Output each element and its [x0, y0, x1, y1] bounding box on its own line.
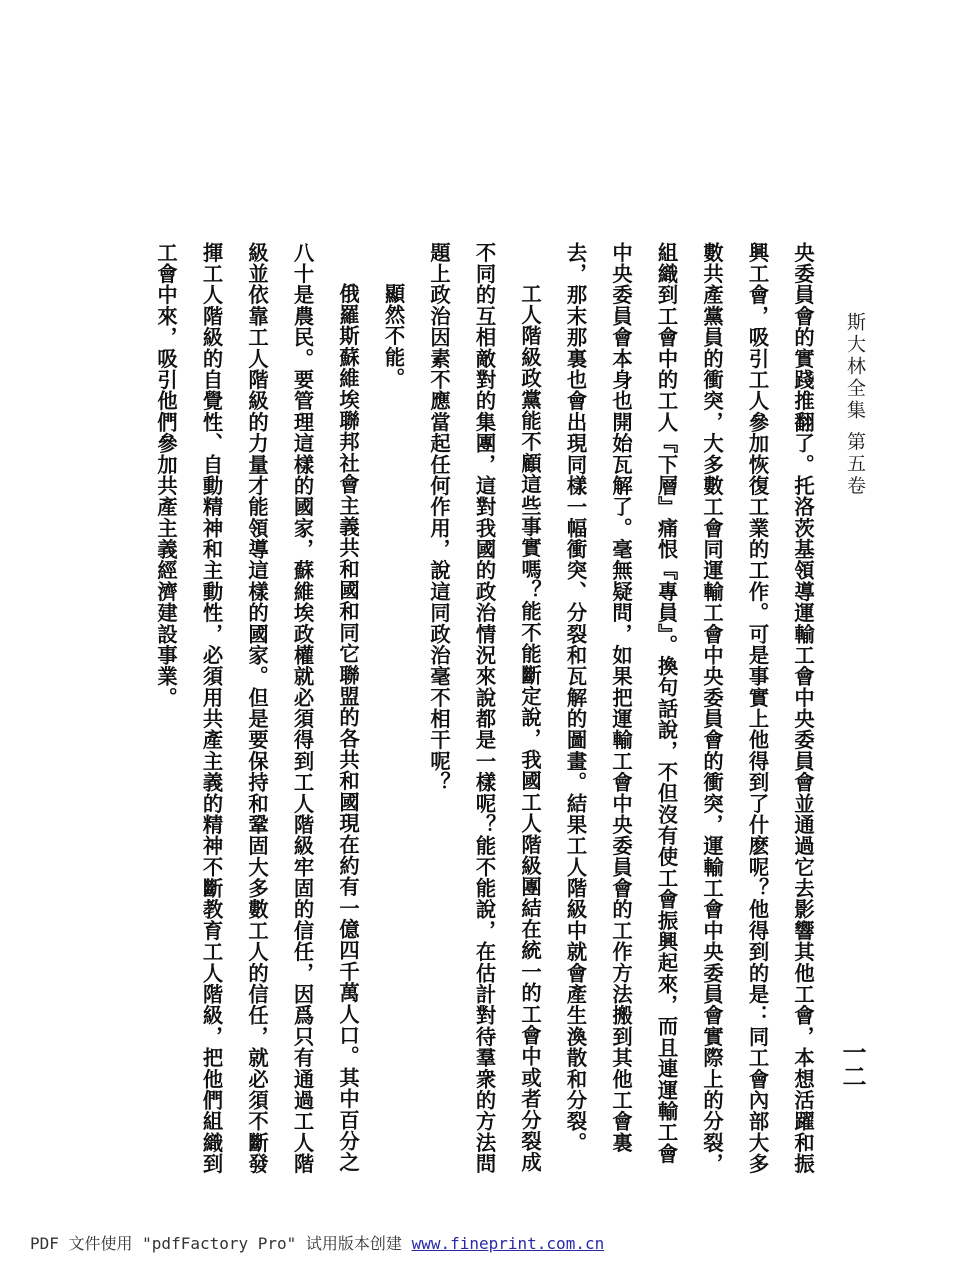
- paragraph-4: 俄羅斯蘇維埃聯邦社會主義共和國和同它聯盟的各共和國現在約有一億四千萬人口。其中百分之八十是農民。要管理這樣的國家，蘇維埃政權就必須得到工人階級牢固的信任，因爲只有通過工人階級並依靠工人階級的力量才能領導這樣的國家。但是要保持和鞏固大多數工人的信任，就必須不斷發揮工人階級的自覺性、自動精神和主動性，必須用共產主義的精神不斷教育工人階級，把他們組織到工會中來，吸引他們參加共產主義經濟建設事業。: [154, 242, 360, 1175]
- paragraph-2: 工人階級政黨能不顧這些事實嗎？能不能斷定說，我國工人階級團結在統一的工會中或者分裂成不同的互相敵對的集團，這對我國的政治情況來說都是一樣呢？能不能說，在估計對待羣衆的方法問題上政治因素不應當起任何作用，說這同政治毫不相干呢？: [427, 242, 542, 1175]
- running-header-book-title: 斯大林全集 第五卷: [844, 312, 866, 498]
- pdf-footer: [30, 1231, 604, 1254]
- page-number: 一二: [838, 1040, 867, 1088]
- footer-text: PDF 文件使用 "pdfFactory Pro" 试用版本创建: [30, 1234, 412, 1253]
- paragraph-1: 央委員會的實踐推翻了。托洛茨基領導運輸工會中央委員會並通過它去影響其他工會，本想活躍和振興工會，吸引工人參加恢復工業的工作。可是事實上他得到了什麽呢？他得到的是：同工會內部大多數共產黨員的衝突，大多數工會同運輸工會中央委員會的衝突，運輸工會中央委員會實際上的分裂，組織到工會中的工人『下層』痛恨『專員』。換句話說，不但沒有使工會振興起來，而且連運輸工會中央委員會本身也開始瓦解了。毫無疑問，如果把運輸工會中央委員會的工作方法搬到其他工會裏去，那末那裏也會出現同樣一幅衝突、分裂和瓦解的圖畫。結果工人階級中就會產生渙散和分裂。: [563, 242, 815, 1175]
- footer-link[interactable]: www.fineprint.com.cn: [411, 1234, 605, 1253]
- body-text: [145, 242, 825, 1182]
- paragraph-3: 顯然不能。: [381, 282, 406, 389]
